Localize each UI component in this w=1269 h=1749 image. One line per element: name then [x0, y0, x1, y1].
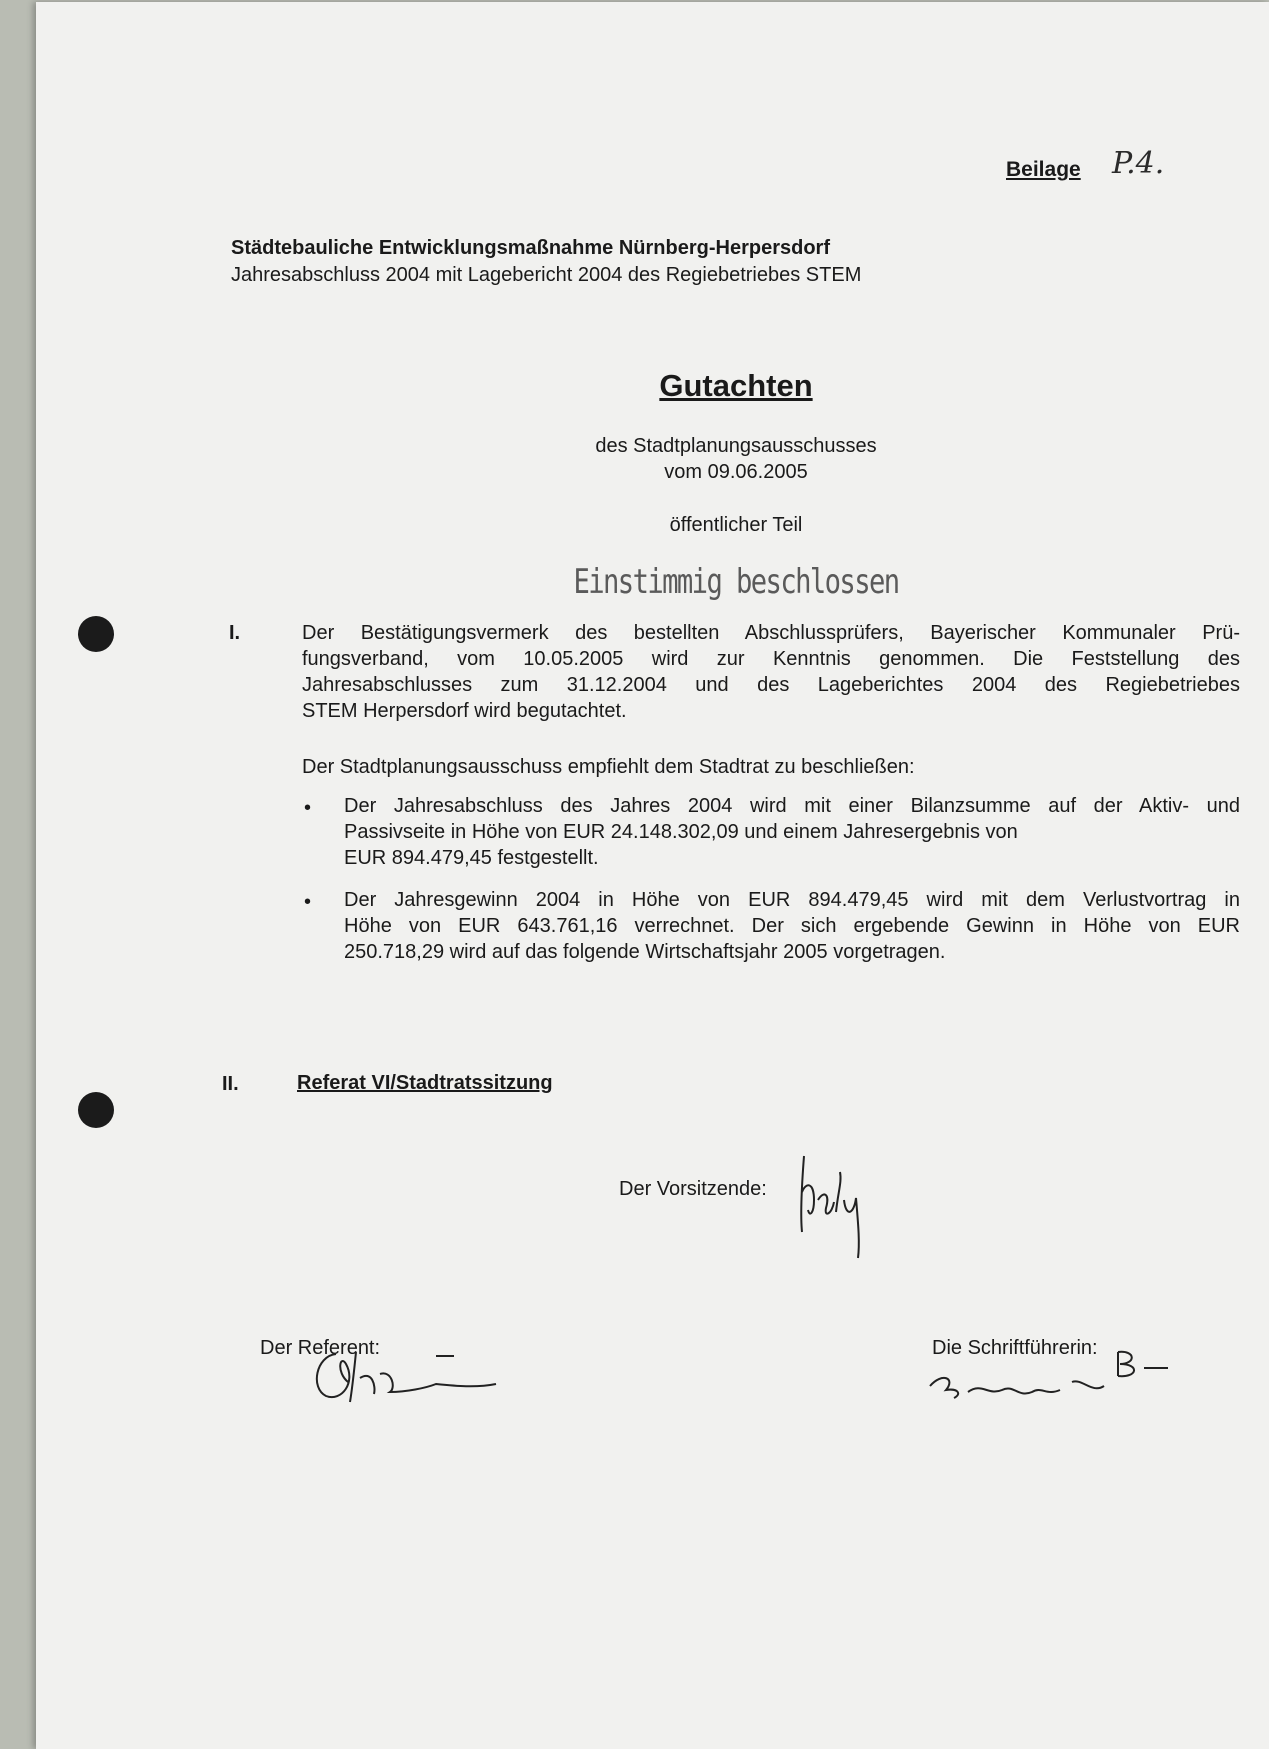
beilage-label: Beilage	[1006, 158, 1081, 181]
header-subject: Jahresabschluss 2004 mit Lagebericht 2004 des Regiebetriebes STEM	[231, 264, 862, 286]
bullet-line: Der Jahresabschluss des Jahres 2004 wird mit einer Bilanzsumme auf der Aktiv- und	[344, 795, 1240, 817]
chair-signature-label: Der Vorsitzende:	[619, 1178, 767, 1200]
paragraph-line: fungsverband, vom 10.05.2005 wird zur Kenntnis genommen. Die Feststellung des	[302, 648, 1240, 670]
referent-signature-label: Der Referent:	[260, 1337, 381, 1359]
approval-stamp: Einstimmig beschlossen	[573, 562, 899, 602]
bullet-line: 250.718,29 wird auf das folgende Wirtschaftsjahr 2005 vorgetragen.	[344, 941, 946, 963]
secretary-signature	[922, 1342, 1182, 1412]
paragraph-line: STEM Herpersdorf wird begutachtet.	[302, 700, 627, 722]
bullet-item	[344, 887, 1240, 965]
recommendation-text: Der Stadtplanungsausschuss empfiehlt dem Stadtrat zu beschließen:	[302, 756, 915, 778]
session-part: öffentlicher Teil	[669, 514, 803, 536]
committee-line: des Stadtplanungsausschusses	[595, 435, 877, 457]
section-2-heading: Referat VI/Stadtratssitzung	[297, 1072, 553, 1094]
bullet-line: Der Jahresgewinn 2004 in Höhe von EUR 894.479,45 wird mit dem Verlustvortrag in	[344, 889, 1240, 911]
bullet-point: •	[304, 797, 312, 819]
section-2-number: II.	[222, 1073, 239, 1095]
meeting-date: vom 09.06.2005	[664, 461, 808, 483]
bullet-line: Passivseite in Höhe von EUR 24.148.302,09 und einem Jahresergebnis von	[344, 821, 1018, 843]
paragraph-line: Jahresabschlusses zum 31.12.2004 und des Lageberichtes 2004 des Regiebetriebes	[302, 674, 1240, 696]
header-project-title: Städtebauliche Entwicklungsmaßnahme Nürnberg-Herpersdorf	[231, 237, 830, 259]
bullet-line: EUR 894.479,45 festgestellt.	[344, 847, 599, 869]
punch-hole	[78, 1092, 114, 1128]
section-1-number: I.	[229, 622, 241, 644]
bullet-line: Höhe von EUR 643.761,16 verrechnet. Der sich ergebende Gewinn in Höhe von EUR	[344, 915, 1240, 937]
section-1-paragraph	[302, 620, 1240, 724]
beilage-handwritten-note: P.4.	[1112, 146, 1165, 181]
chair-signature	[796, 1152, 906, 1262]
document-page	[36, 2, 1269, 1749]
referent-signature	[296, 1342, 536, 1412]
bullet-item	[344, 793, 1240, 871]
paragraph-line: Der Bestätigungsvermerk des bestellten Abschlussprüfers, Bayerischer Kommunaler Prü-	[302, 622, 1240, 644]
bullet-point: •	[304, 891, 312, 913]
document-title: Gutachten	[659, 368, 813, 403]
punch-hole	[78, 616, 114, 652]
secretary-signature-label: Die Schriftführerin:	[932, 1337, 1098, 1359]
